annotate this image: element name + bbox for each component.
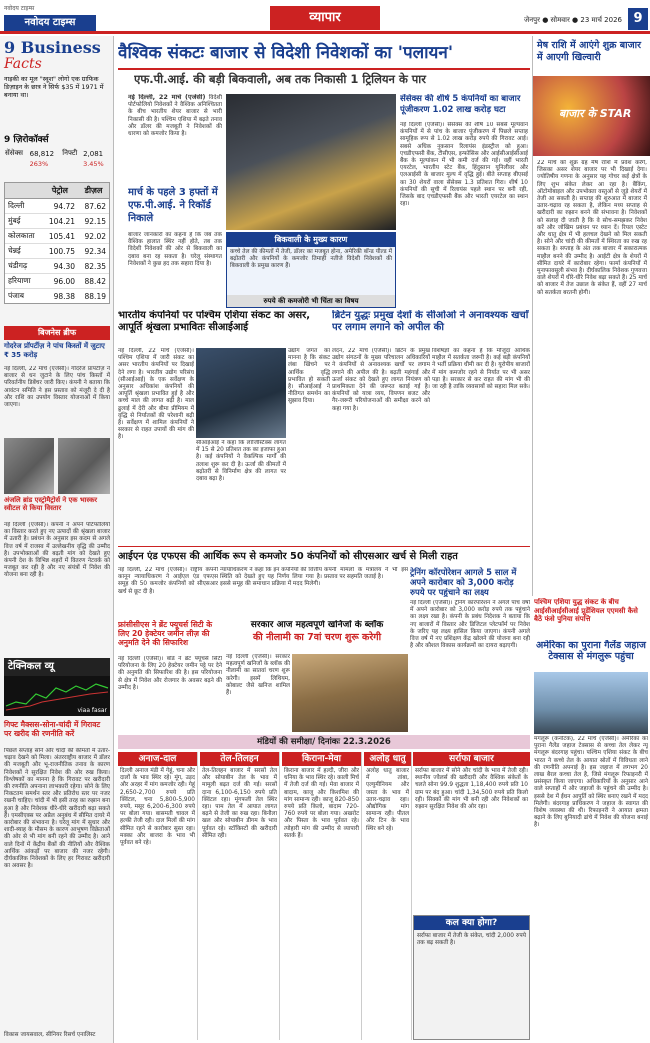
- mining-photo: [292, 654, 408, 732]
- mandi-column-title: अलोह धातु: [364, 752, 411, 766]
- mandi-column: [413, 752, 530, 912]
- index-value: 68,812: [29, 149, 55, 158]
- mandi-column-title: तेल-तिलहन: [200, 752, 279, 766]
- mandi-column-text: दिल्ली अनाज मंडी में गेहूं, चना और दालों के भाव स्थिर रहे। मूंग, उड़द और अरहर में मांग कमजोर रही। गेहूं 2,650-2,700 रुपये प्रति क्विंटल, चना 5,800-5,900 रुपये, मसूर 6,200-6,300 रुपये पर बोला गया। बासमती चावल में हल्की तेजी रही। दाल मिलों की मांग सीमित रहने से कारोबार सुस्त रहा। मक्का और बाजरा के भाव भी पूर्ववत बने रहे।: [120, 768, 195, 847]
- lead-headline: वैश्विक संकटः बाजार से विदेशी निवेशकों का 'पलायन': [118, 43, 454, 63]
- technical-view-headline: गिफ्ट मैक्सस-सोना-चांदी में गिरावट पर खरीद की रणनीति करें: [4, 720, 101, 738]
- index-change: 3.45%: [83, 160, 104, 168]
- mandi-column-text: सर्राफा बाजार में सोने और चांदी के भाव में तेजी रही। स्थानीय ज्वैलर्स की खरीदारी और वैश्विक संकेतों के चलते सोना 99.9 शुद्धता 1,18,400 रुपये प्रति 10 ग्राम पर बंद हुआ। चांदी 1,34,500 रुपये प्रति किलो रही। सिक्कों की मांग भी बनी रही और निवेशकों का रुझान सुरक्षित निवेश की ओर रहा।: [415, 768, 528, 811]
- pull-quote: मार्च के पहले 3 हफ्तों में एफ.पी.आई. ने रिकॉर्ड निकाले: [128, 187, 218, 224]
- table-row: मुंबई 104.21 92.15: [5, 214, 109, 229]
- person-photo: [58, 438, 110, 494]
- business-facts-title: 9 Business: [4, 38, 101, 57]
- story2-headline: भारतीय कंपनियों पर पश्चिम एशिया संकट का असर, आपूर्ति श्रृंखला प्रभावितः सीआईआई: [118, 310, 311, 333]
- brief-body-text: नई दिल्ली, 22 मार्च (एजेंसी)। गोदरेज प्रॉपर्टीज़ ने बाजार से धन जुटाने के लिए पांच किस्तों में परिवर्तनीय डिबेंचर जारी किए। कंपनी ने बताया कि आवंटन समिति ने इस प्रस्ताव को मंजूरी दे दी है और राशि का उपयोग विस्तार योजनाओं में किया जाएगा।: [4, 366, 110, 409]
- sensex-mcap-body: नई दिल्ली (एजेंसी)। सेंसेक्स की शीर्ष 10 सबसे मूल्यवान कंपनियों में से पांच के बाजार पूंजीकरण में पिछले सप्ताह सामूहिक रूप से 1.02 लाख करोड़ रुपये की गिरावट आई। सबसे अधिक नुकसान रिलायंस इंडस्ट्रीज को हुआ। एचडीएफसी बैंक, टीसीएस, इन्फोसिस और आईसीआईसीआई बैंक के मूल्यांकन में भी कमी दर्ज की गई। वहीं भारती एयरटेल, भारतीय स्टेट बैंक, हिंदुस्तान यूनिलीवर और एलआईसी के बाजार मूल्य में वृद्धि हुई। बीते सप्ताह बीएसई का 30 शेयरों वाला सेंसेक्स 1.3 प्रतिशत गिरा। शीर्ष 10 कंपनियों की सूची में रिलायंस पहले स्थान पर बनी रही, जिसके बाद एचडीएफसी बैंक और भारती एयरटेल का स्थान रहा।: [400, 122, 528, 208]
- story5-body: नई दिल्ली (एजेंसी)। ट्रेनिंग कॉरपोरेशन ने अगले पांच वर्षों में अपने कारोबार को 3,000 करोड़ रुपये तक पहुंचाने का लक्ष्य रखा है। कंपनी के प्रबंध निदेशक ने बताया कि नए बाजारों में विस्तार और डिजिटल प्लेटफॉर्म पर निवेश के जरिए यह लक्ष्य हासिल किया जाएगा। कंपनी अगले वित्त वर्ष में नए प्रशिक्षण केंद्र खोलने की योजना बना रही है और कौशल विकास कार्यक्रमों का दायरा बढ़ाएगी।: [410, 600, 530, 650]
- mining-body: नई दिल्ली (एजेंसी)। सरकार महत्वपूर्ण खनिजों के ब्लॉक की नीलामी का सातवां चरण शुरू करेगी। इसमें लिथियम, कोबाल्ट जैसे खनिज शामिल हैं।: [226, 654, 290, 697]
- mandi-column: [364, 752, 412, 1040]
- story4-body-col3: कंपनी मामलों के मंत्रालय ने भी इस प्रस्ताव पर सहमति जताई है।: [324, 567, 408, 581]
- paper-name: नवोदय टाइम्स: [4, 15, 96, 31]
- analyst-credit: विकास जायसवाल, सीनियर रिसर्च एनालिस्ट: [4, 1032, 96, 1038]
- section-rule: [118, 546, 530, 547]
- section-title: व्यापार: [270, 6, 380, 30]
- table-row: चेन्नई 100.75 92.34: [5, 244, 109, 259]
- fuel-col-header: [5, 183, 42, 199]
- mining-headline: [226, 620, 408, 650]
- paper-tiny-label: नवोदय टाइम्स: [4, 5, 35, 12]
- page-number: 9: [628, 8, 648, 30]
- mandi-column-text: तेल-तिलहन बाजार में सरसों तेल और सोयाबीन तेल के भाव में मामूली बढ़त दर्ज की गई। सरसों दाना 6,100-6,150 रुपये प्रति क्विंटल रहा। मूंगफली तेल स्थिर रहा। पाम तेल में आयात लागत बढ़ने से तेजी का रुख रहा। बिनौला खल और सोयाबीन डीगम के भाव पूर्ववत रहे। स्टॉकिस्टों की खरीदारी सीमित रही।: [202, 768, 277, 839]
- left-column: [0, 36, 114, 1043]
- price-chart-thumbnail: [4, 676, 110, 716]
- rail-headline: मेष राशि में आएंगे शुक्र बाजार में आएगी खिल्वारी: [537, 40, 642, 63]
- story2-body-col1: नई दिल्ली, 22 मार्च (एजेंसी)। पश्चिम एशिया में जारी संकट का असर भारतीय कंपनियों पर दिखाई देने लगा है। भारतीय उद्योग परिसंघ (सीआईआई) के एक सर्वेक्षण के अनुसार अधिकांश कंपनियों की आपूर्ति श्रृंखला प्रभावित हुई है और कच्चे माल की लागत बढ़ी है। माल ढुलाई में देरी और बीमा प्रीमियम में वृद्धि से निर्यातकों की परेशानी बढ़ी है। सर्वेक्षण में शामिल कंपनियों ने सरकार से राहत उपायों की मांग की है।: [118, 348, 194, 441]
- technical-view-body: पिछले सप्ताह सोने और चांदी की कीमतों में उतार-चढ़ाव देखने को मिला। अंतरराष्ट्रीय बाजार में डॉलर की मजबूती और भू-राजनीतिक तनाव के कारण निवेशकों ने सुरक्षित निवेश की ओर रुख किया। विश्लेषकों का मानना है कि गिरावट पर खरीदारी की रणनीति अपनाना लाभकारी रहेगा। सोने के लिए निकटतम समर्थन स्तर और प्रतिरोध स्तर पर नजर रखनी चाहिए। चांदी में भी इसी तरह का रुझान बना हुआ है और निवेशक धीरे-धीरे खरीदारी बढ़ा सकते हैं। एमसीएक्स पर अप्रैल अनुबंध में सीमित दायरे में कारोबार की संभावना है। घरेलू मांग में सुधार और शादी-ब्याह के मौसम के कारण आभूषण विक्रेताओं की ओर से भी मांग बनी रहने की उम्मीद है। आने वाले दिनों में केंद्रीय बैंकों की नीतियों और वैश्विक आर्थिक आंकड़ों पर बाजार की नजर रहेगी। दीर्घकालिक निवेशकों के लिए हर गिरावट खरीदारी का अवसर है।: [4, 748, 110, 870]
- mandi-column-title: अनाज-दाल: [118, 752, 197, 766]
- business-brief-bar: बिजनेस ब्रीफ: [4, 326, 110, 340]
- ship-photo: [534, 672, 648, 734]
- lead-photo: [226, 94, 396, 230]
- star-graphic: [533, 76, 650, 156]
- rail-body-text: 22 मार्च को शुक्र ग्रह मेष राशि में प्रवेश करेंगे, जिसका असर शेयर बाजार पर भी दिखाई देगा। ज्योतिषीय गणना के अनुसार यह गोचर कई क्षेत्रों के लिए शुभ संकेत लेकर आ रहा है। बैंकिंग, ऑटोमोबाइल और उपभोक्ता वस्तुओं से जुड़े शेयरों में तेजी आ सकती है। सप्ताह की शुरुआत में बाजार में उतार-चढ़ाव रह सकता है, लेकिन मध्य सप्ताह से खरीदारी का रुझान बनने की संभावना है। निवेशकों को सलाह दी जाती है कि वे सोच-समझकर निवेश करें और जोखिम प्रबंधन पर ध्यान दें। रियल एस्टेट और धातु क्षेत्र में भी हलचल देखने को मिल सकती है। सोने और चांदी की कीमतों में स्थिरता का रुख रह सकता है। सप्ताह के अंत तक बाजार में सकारात्मक माहौल बनने की उम्मीद है। आईटी क्षेत्र के शेयरों में सीमित दायरे में कारोबार रहेगा। फार्मा कंपनियों में मुनाफावसूली संभव है। दीर्घकालिक निवेशक गुणवत्ता वाले शेयरों में धीरे-धीरे निवेश बढ़ा सकते हैं। 25 मार्च को बाजार में तेज उछाल के संकेत हैं, वहीं 27 मार्च को सतर्कता बरतनी होगी।: [537, 160, 647, 296]
- story2-body-col2: सीआईआई ने कहा कि लॉजिस्टिक्स लागत में 15 से 20 प्रतिशत तक का इजाफा हुआ है। कई कंपनियों ने वैकल्पिक मार्गों की तलाश शुरू कर दी है। ऊर्जा की कीमतों में बढ़ोतरी से विनिर्माण क्षेत्र की लागत पर दबाव बढ़ा है।: [196, 440, 286, 483]
- masthead: [0, 0, 650, 34]
- index-label: सेंसेक्स: [5, 149, 23, 157]
- story6-headline: फ्रांसीसीएस ने ब्रेंट फ्यूचर्स सिटी के लिए 20 हेक्टेयर जमीन लीज़ की अनुमति देने की सिफारिश: [118, 620, 213, 647]
- key-points-text: कच्चे तेल की कीमतों में तेजी, डॉलर का मजबूत होना, अमेरिकी बॉन्ड यील्ड में बढ़ोतरी और कंपनियों के कमजोर तिमाही नतीजे विदेशी निवेशकों की बिकवाली के प्रमुख कारण हैं।: [230, 249, 392, 270]
- fuel-col-header: पेट्रोल: [42, 183, 78, 199]
- war-story-headline: पश्चिम एशिया युद्ध संकट के बीच आईसीआईसीआई प्रूडेंशियल एएमसी कैसे बैठें फंसे पुनिया संपत्ति: [534, 598, 638, 623]
- brief-headline: गोदरेज प्रॉपर्टीज़ ने पांच किस्तों में जुटाए ₹ 35 करोड़: [4, 342, 105, 359]
- mandi-review-bar: मंडियों की समीक्षा/ दिनांकः 22.3.2026: [118, 735, 530, 749]
- table-row: पंजाब 98.38 88.19: [5, 289, 109, 304]
- lead-story-col-1b: बाजार जानकारों का कहना है कि जब तक वैश्विक हालात स्थिर नहीं होते, तब तक विदेशी निवेशकों की ओर से बिकवाली का दबाव बना रह सकता है। घरेलू संस्थागत निवेशकों ने कुछ हद तक सहारा दिया है।: [128, 232, 222, 267]
- mandi-column: [282, 752, 362, 1040]
- mandi-column: [118, 752, 198, 1040]
- story2-body-col3: उद्योग जगत का मानना है कि संकट लंबा खिंचने पर आर्थिक वृद्धि प्रभावित हो सकती है। सीआईआई ने नीतिगत समर्थन का सुझाव दिया।: [288, 348, 330, 405]
- index-label: निफ्टी: [62, 149, 78, 157]
- dateline: जेनपुर ● सोमवार ● 23 मार्च 2026: [524, 16, 622, 24]
- fuel-price-table: [4, 182, 110, 304]
- story3-body-col2: विशेषज्ञों का कहना है कि मौजूदा आर्थिक माहौल में सतर्कता जरूरी है। कई बड़ी कंपनियों ने भर्ती प्रक्रिया धीमी कर दी है। यूरोपीय बाजारों में मांग कमजोर रहने से निर्यात पर भी असर पड़ा है। सरकार से कर राहत की मांग भी की जा रही है ताकि व्यवसायों को सहारा मिल सके।: [432, 348, 530, 391]
- star-title: बाजार के STAR: [559, 107, 632, 120]
- story5-headline: ट्रेनिंग कॉरपोरेशन आगले 5 साल में अपने कारोबार को 3,000 करोड़ रुपये पर पहुंचाने का लक्ष्य: [410, 567, 517, 597]
- index-value: 2,081: [83, 149, 104, 158]
- sensex-mcap-headline: सेंसेक्स की शीर्ष 5 कंपनियों का बाजार पूंजीकरण 1.02 लाख करोड़ घटा: [400, 94, 521, 115]
- tech-sub-label: viaa fasar: [77, 707, 107, 714]
- fuel-col-header: डीज़ल: [78, 183, 109, 199]
- business-facts-subtitle: Facts: [4, 56, 42, 72]
- ship-story-body: मंगलूरू (कर्नाटक), 22 मार्च (एजेंसी)। अमेरिका का पुराना गैलेंड जहाज टेक्सास से कच्चा तेल लेकर न्यू मंगलूरू बंदरगाह पहुंचा। पश्चिम एशिया संकट के बीच भारत ने कच्चे तेल के आयात स्रोतों में विविधता लाने की रणनीति अपनाई है। इस जहाज में लगभग 20 लाख बैरल कच्चा तेल है, जिसे मंगलूरू रिफाइनरी में प्रसंस्कृत किया जाएगा। अधिकारियों के अनुसार आने वाले सप्ताहों में और जहाजों के पहुंचने की उम्मीद है। इससे देश में ईंधन आपूर्ति को स्थिर बनाए रखने में मदद मिलेगी। बंदरगाह प्राधिकरण ने जहाज के स्वागत की विशेष व्यवस्था की थी। रिफाइनरी ने आयात क्षमता बढ़ाने के लिए बुनियादी ढांचे में निवेश की योजना बनाई है।: [534, 736, 648, 829]
- index-change: 263%: [29, 160, 49, 168]
- story6-body: नई दिल्ली (एजेंसी)। बोर्ड ने ब्रेंट फ्यूचर्स सिटी परियोजना के लिए 20 हेक्टेयर जमीन पट्टे पर देने की अनुमति की सिफारिश की है। इस परियोजना से क्षेत्र में निवेश और रोजगार के अवसर बढ़ने की उम्मीद है।: [118, 656, 222, 691]
- technical-view-bar: टेक्निकल व्यू: [4, 658, 110, 676]
- table-row: दिल्ली 94.72 87.62: [5, 199, 109, 214]
- mandi-column-title: किराना-मेवा: [282, 752, 361, 766]
- tomorrow-box: [413, 915, 530, 1040]
- mining-headline-line2: की नीलामी का 7वां चरण शुरू करेगी: [252, 632, 382, 643]
- business-facts-text: नाइकी का मूल "स्वूश" लोगो एक ग्राफिक डिज़ाइन के छात्र ने सिर्फ $35 में 1971 में बनाया था।: [4, 75, 104, 99]
- person-photo: [4, 438, 54, 494]
- tomorrow-text: सर्राफा बाजार में तेजी के संकेत, चांदी 2,000 रुपये तक बढ़ सकती है।: [417, 933, 526, 947]
- table-row: चंडीगढ़ 94.30 82.35: [5, 259, 109, 274]
- mining-headline-line1: सरकार आज महत्वपूर्ण खनिजों के ब्लॉक: [250, 620, 384, 630]
- story4-body-col1: नई दिल्ली, 22 मार्च (एजेंसी)। राष्ट्रीय कंपनी कानून न्यायाधिकरण ने आईएल एंड एफएस समूह की 50 कमजोर कंपनियों को सीएसआर खर्च से छूट दी है।: [118, 567, 218, 595]
- key-points-box: [226, 232, 396, 308]
- story4-body-col2: न्यायाधिकरण ने कहा कि इन कंपनियों की वित्तीय स्थिति को देखते हुए यह निर्णय लिया गया है। इससे समूह की समाधान प्रक्रिया में मदद मिलेगी।: [220, 567, 322, 588]
- key-points-title: बिकवाली के मुख्य कारण: [227, 233, 395, 247]
- story2-photo: [196, 348, 286, 438]
- key-points-footer: रुपये की कमजोरी भी चिंता का विषय: [227, 295, 395, 307]
- business-facts: [4, 40, 110, 99]
- ship-headline: अमेरिका का पुराना गैलेंड जहाज टेक्सास से मंगलुरू पहुंचा: [536, 640, 646, 662]
- lead-deck: एफ.पी.आई. की बड़ी बिकवाली, अब तक निकासी 1 ट्रिलियन के पार: [134, 72, 426, 86]
- person-headline: अंजलि ब्रांड एस्ट्रोमैट्रोर्स ने एक भास्कर स्वीटल से किया विस्तार: [4, 496, 98, 512]
- mandi-column-text: किराना बाजार में हल्दी, जीरा और धनिया के भाव स्थिर रहे। काली मिर्च में तेजी दर्ज की गई। मेवा बाजार में बादाम, काजू और किशमिश की मांग सामान्य रही। काजू 820-850 रुपये प्रति किलो, बादाम 720-760 रुपये पर बोला गया। अखरोट और पिस्ता के भाव पूर्ववत रहे। त्योहारी मांग की उम्मीद से व्यापारी सतर्क हैं।: [284, 768, 359, 839]
- story4-headline: आईएन एंड एफएस की आर्थिक रूप से कमजोर 50 कंपनियों को सीएसआर खर्च से मिली राहत: [118, 551, 458, 562]
- mandi-column-title: सर्राफा बाजार: [413, 752, 530, 766]
- story3-headline: ब्रिटेन युद्धः प्रमुख देशों के सीओओ ने अनावश्यक खर्चों पर लगाम लगाने को अपील की: [332, 310, 529, 333]
- person-story-body: नई दिल्ली (एजेंसी)। कंपनी ने अपने पोर्टफोलियो का विस्तार करते हुए नए उत्पादों की श्रृंखला बाजार में उतारी है। प्रबंधन के अनुसार इस कदम से अगले वित्त वर्ष में राजस्व में उल्लेखनीय वृद्धि की उम्मीद है। उपभोक्ताओं की बढ़ती मांग को देखते हुए कंपनी देश के विभिन्न शहरों में वितरण नेटवर्क को मजबूत कर रही है और नए संयंत्रों में निवेश की योजना बना रही है।: [4, 522, 110, 579]
- table-row: हरियाणा 96.00 88.42: [5, 274, 109, 289]
- lead-story-col-1: नई दिल्ली, 22 मार्च (एजेंसी) विदेशी पोर्टफोलियो निवेशकों ने वैश्विक अनिश्चितता के बीच भारतीय शेयर बाजार से भारी निकासी की है। पश्चिम एशिया में बढ़ते तनाव और डॉलर की मजबूती ने निवेशकों की धारणा को कमजोर किया है।: [128, 94, 222, 138]
- indices-title: 9 ज़िरोकॉर्क्स: [4, 135, 49, 145]
- right-rail: [532, 36, 650, 596]
- story3-body-col1: लंदन, 22 मार्च (एजेंसी)। ब्रिटेन के प्रमुख उद्योग संगठनों के मुख्य परिचालन अधिकारियों ने कंपनियों से अनावश्यक खर्चों पर लगाम लगाने की अपील की है। बढ़ती महंगाई और ऊर्जा संकट को देखते हुए लागत नियंत्रण को प्राथमिकता देने की जरूरत बताई गई है। कंपनियों को यात्रा व्यय, विपणन बजट और गैर-जरूरी परियोजनाओं की समीक्षा करने को कहा गया है।: [332, 348, 430, 412]
- mandi-column-text: अलोह धातु बाजार में तांबा, एल्युमीनियम और जस्ता के भाव में उतार-चढ़ाव रहा। औद्योगिक मांग सामान्य रही। पीतल और टिन के भाव स्थिर बने रहे।: [366, 768, 409, 832]
- indices-row: [4, 148, 110, 169]
- mandi-column: [200, 752, 280, 1040]
- tomorrow-title: कल क्या होगा?: [414, 916, 529, 930]
- headline-rule: [118, 68, 530, 70]
- table-row: कोलकाता 105.41 92.02: [5, 229, 109, 244]
